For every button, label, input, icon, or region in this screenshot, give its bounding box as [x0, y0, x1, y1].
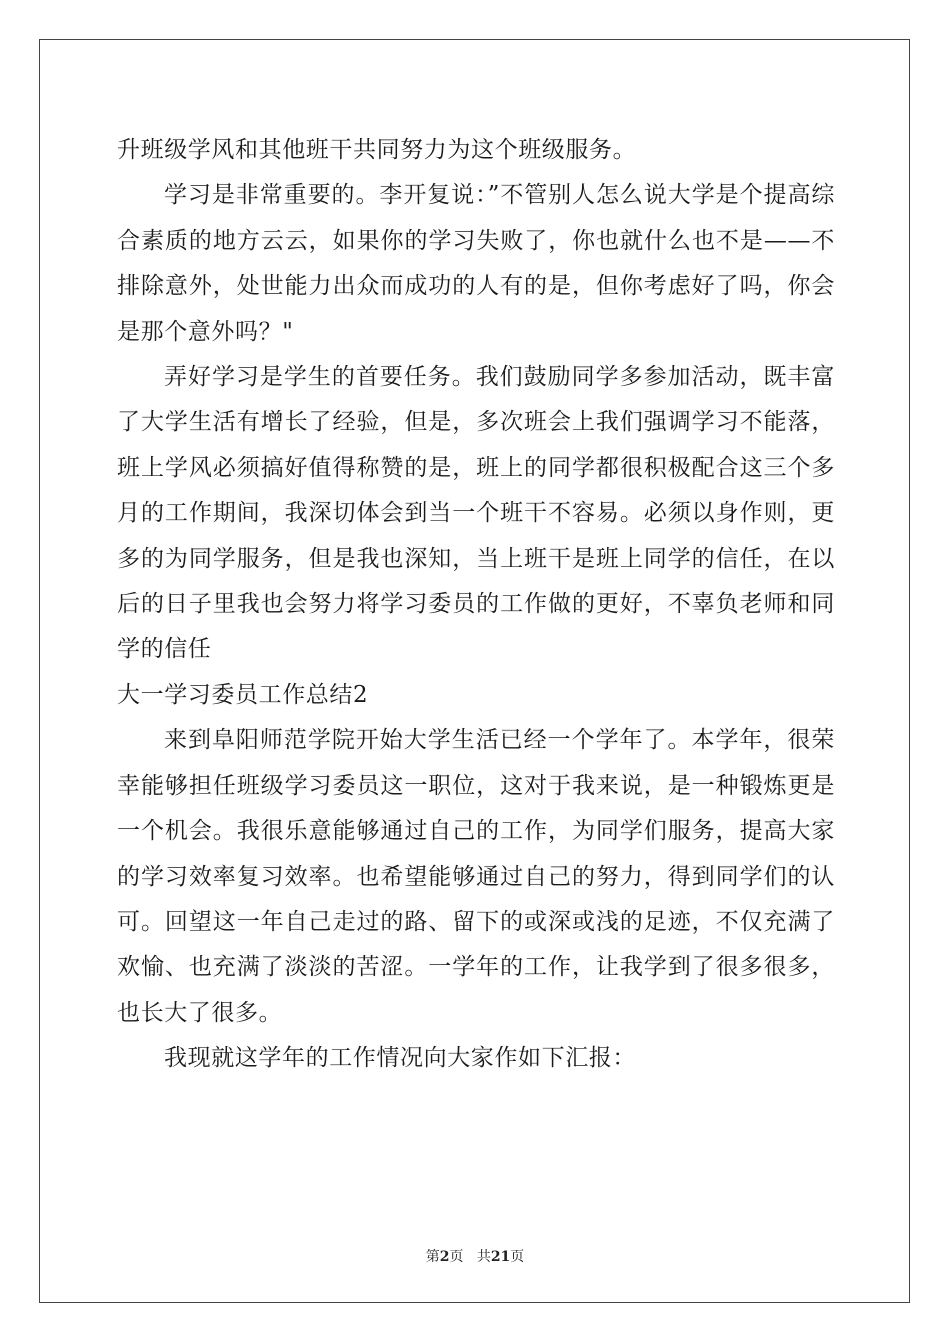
footer-total-suffix: 页 — [510, 1249, 525, 1265]
paragraph-2: 学习是非常重要的。李开复说：”不管别人怎么说大学是个提高综合素质的地方云云，如果你的学习失败了，你也就什么也不是——不排除意外，处世能力出众而成功的人有的是，但你考虑好了吗，你会是那个意外吗？" — [117, 182, 835, 345]
paragraph-1: 升班级学风和其他班干共同努力为这个班级服务。 — [117, 137, 637, 163]
paragraph-5: 我现就这学年的工作情况向大家作如下汇报： — [164, 1045, 636, 1072]
paragraph-3: 弄好学习是学生的首要任务。我们鼓励同学多参加活动，既丰富了大学生活有增长了经验，但是，多次班会上我们强调学习不能落，班上学风必须搞好值得称赞的是，班上的同学都很积极配合这三个多月的工作期间，我深切体会到当一个班干不容易。必须以身作则，更多的为同学服务，但是我也深知，当上班干是班上同学的信任，在以后的日子里我也会努力将学习委员的工作做的更好，不辜负老师和同学的信任 — [117, 364, 835, 663]
paragraph-4: 来到阜阳师范学院开始大学生活已经一个学年了。本学年，很荣幸能够担任班级学习委员这一职位，这对于我来说，是一种锻炼更是一个机会。我很乐意能够通过自己的工作，为同学们服务，提高大家的学习效率复习效率。也希望能够通过自己的努力，得到同学们的认可。回望这一年自己走过的路、留下的或深或浅的足迹，不仅充满了欢愉、也充满了淡淡的苦涩。一学年的工作，让我学到了很多很多，也长大了很多。 — [117, 727, 835, 1026]
footer-page-suffix: 页 — [449, 1249, 464, 1265]
document-body — [117, 128, 835, 1082]
footer-gap — [463, 1249, 476, 1265]
section-heading: 大一学习委员工作总结2 — [117, 681, 369, 708]
footer-page-number: 2 — [439, 1249, 450, 1265]
footer-total-pages: 21 — [490, 1249, 511, 1265]
footer-prefix: 第 — [425, 1249, 440, 1265]
footer-total-prefix: 共 — [476, 1249, 491, 1265]
page-footer — [0, 1248, 950, 1266]
